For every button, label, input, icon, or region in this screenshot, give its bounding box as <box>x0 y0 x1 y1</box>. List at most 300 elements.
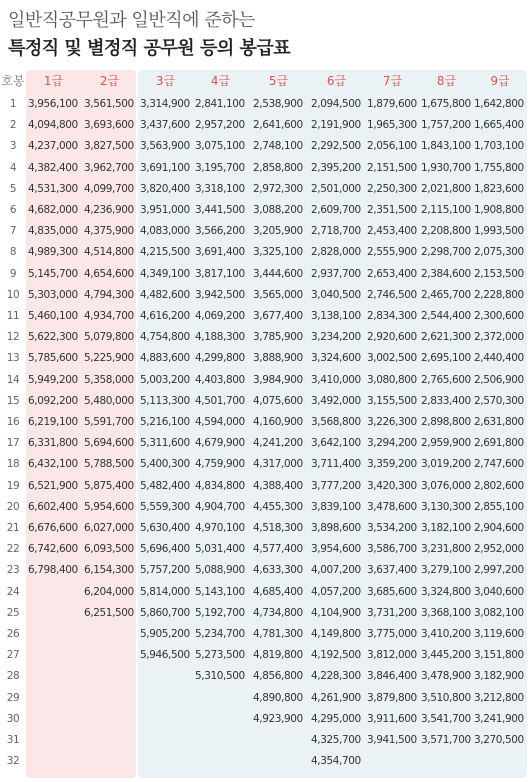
salary-cell: 2,501,000 <box>311 182 361 195</box>
salary-cell: 5,696,400 <box>140 543 190 556</box>
salary-cell: 3,898,600 <box>311 522 361 534</box>
salary-cell: 2,094,500 <box>311 98 361 110</box>
salary-cell: 3,685,600 <box>367 585 417 598</box>
header-hobong: 호봉 <box>1 74 25 88</box>
salary-cell: 6,432,100 <box>28 458 78 471</box>
salary-cell: 2,631,800 <box>474 416 524 428</box>
page-title-line2: 특정직 및 별정직 공무원 등의 봉급표 <box>8 38 291 59</box>
salary-cell <box>84 624 131 645</box>
salary-cell: 3,478,600 <box>367 500 417 513</box>
table-row <box>0 476 530 497</box>
salary-cell: 5,630,400 <box>140 522 190 534</box>
salary-cell: 6,219,100 <box>28 416 78 428</box>
salary-cell: 5,311,600 <box>140 437 190 450</box>
table-row <box>0 179 530 200</box>
salary-cell: 4,759,900 <box>195 458 245 471</box>
salary-cell: 1,823,600 <box>474 182 524 195</box>
hobong-number: 3 <box>9 140 17 153</box>
hobong-number: 30 <box>6 712 20 725</box>
salary-cell: 4,856,800 <box>253 670 303 683</box>
salary-cell: 3,151,800 <box>474 649 524 662</box>
salary-cell: 2,372,000 <box>474 331 524 344</box>
salary-cell: 5,234,700 <box>195 628 245 640</box>
salary-cell <box>84 751 131 772</box>
salary-cell: 4,241,200 <box>253 437 303 450</box>
salary-cell: 2,855,100 <box>474 500 524 513</box>
salary-cell: 3,445,200 <box>421 649 471 662</box>
salary-cell <box>140 666 187 687</box>
table-row <box>0 645 530 666</box>
salary-cell: 6,798,400 <box>28 564 78 577</box>
hobong-number: 25 <box>6 606 20 619</box>
salary-cell: 4,518,300 <box>253 522 303 534</box>
salary-cell: 3,785,900 <box>253 331 303 344</box>
salary-cell: 3,956,100 <box>28 98 78 110</box>
salary-cell: 3,691,100 <box>140 161 190 174</box>
salary-cell: 2,695,100 <box>421 352 471 365</box>
salary-cell: 3,420,300 <box>367 479 417 492</box>
hobong-number: 12 <box>6 331 20 344</box>
salary-cell: 5,946,500 <box>140 649 190 662</box>
salary-cell: 4,237,000 <box>28 140 78 153</box>
salary-cell: 5,031,400 <box>195 543 245 556</box>
hobong-number: 10 <box>6 288 20 301</box>
salary-cell: 5,216,100 <box>140 416 190 428</box>
salary-cell: 4,685,400 <box>253 585 303 598</box>
salary-cell: 5,949,200 <box>28 373 78 386</box>
salary-cell: 1,675,800 <box>421 98 471 110</box>
header-grade-4: 4급 <box>210 74 231 88</box>
table-row <box>0 348 530 369</box>
table-row <box>0 688 530 709</box>
salary-cell: 2,997,200 <box>474 564 524 577</box>
salary-cell: 5,591,700 <box>84 416 134 428</box>
salary-cell: 3,820,400 <box>140 182 190 195</box>
salary-cell: 3,130,300 <box>421 500 471 513</box>
salary-cell: 3,212,800 <box>474 691 524 704</box>
salary-cell: 2,570,300 <box>474 394 524 407</box>
salary-cell: 3,080,800 <box>367 373 417 386</box>
salary-cell: 6,093,500 <box>84 543 134 556</box>
salary-cell: 3,951,000 <box>140 204 190 216</box>
salary-cell: 2,904,600 <box>474 522 524 534</box>
salary-cell: 5,875,400 <box>84 479 134 492</box>
salary-cell: 6,602,400 <box>28 500 78 513</box>
table-row <box>0 454 530 475</box>
salary-cell <box>140 730 187 751</box>
table-row <box>0 582 530 603</box>
salary-cell: 3,270,500 <box>474 734 524 746</box>
salary-cell <box>367 751 414 772</box>
salary-cell: 3,812,000 <box>367 649 417 662</box>
table-row <box>0 624 530 645</box>
salary-cell: 2,153,500 <box>474 267 524 280</box>
hobong-number: 26 <box>6 628 20 640</box>
salary-cell: 2,858,800 <box>253 161 303 174</box>
salary-cell <box>421 751 468 772</box>
salary-cell: 3,279,100 <box>421 564 471 577</box>
salary-cell: 6,027,000 <box>84 522 134 534</box>
salary-cell: 3,711,400 <box>311 458 361 471</box>
page-title-line1: 일반직공무원과 일반직에 준하는 <box>8 10 255 31</box>
salary-cell: 3,437,600 <box>140 119 190 132</box>
salary-cell: 4,354,700 <box>311 755 361 768</box>
salary-cell: 5,860,700 <box>140 606 190 619</box>
salary-cell: 3,888,900 <box>253 352 303 365</box>
salary-cell: 1,993,500 <box>474 225 524 238</box>
salary-cell: 3,075,100 <box>195 140 245 153</box>
salary-cell: 3,019,200 <box>421 458 471 471</box>
salary-cell: 3,839,100 <box>311 500 361 513</box>
salary-cell: 3,962,700 <box>84 161 134 174</box>
salary-cell: 6,204,000 <box>84 585 134 598</box>
table-row <box>0 136 530 157</box>
salary-cell: 2,747,600 <box>474 458 524 471</box>
table-row <box>0 264 530 285</box>
salary-cell: 3,182,100 <box>421 522 471 534</box>
header-grade-8: 8급 <box>436 74 457 88</box>
header-grade-5: 5급 <box>268 74 289 88</box>
salary-cell: 4,349,100 <box>140 267 190 280</box>
salary-cell: 2,208,800 <box>421 225 471 238</box>
salary-cell: 3,846,400 <box>367 670 417 683</box>
salary-cell: 3,318,100 <box>195 182 245 195</box>
hobong-number: 1 <box>9 98 17 110</box>
salary-cell: 4,514,800 <box>84 246 134 259</box>
salary-cell: 4,834,800 <box>195 479 245 492</box>
hobong-number: 17 <box>6 437 20 450</box>
salary-cell: 5,079,800 <box>84 331 134 344</box>
table-row <box>0 94 530 115</box>
salary-cell: 2,898,800 <box>421 416 471 428</box>
salary-cell: 1,908,800 <box>474 204 524 216</box>
salary-cell: 3,314,900 <box>140 98 190 110</box>
salary-cell: 3,541,700 <box>421 712 471 725</box>
salary-cell <box>140 709 187 730</box>
salary-cell: 4,149,800 <box>311 628 361 640</box>
salary-cell: 2,828,000 <box>311 246 361 259</box>
salary-cell: 3,040,600 <box>474 585 524 598</box>
table-row <box>0 560 530 581</box>
table-row <box>0 391 530 412</box>
salary-cell: 6,251,500 <box>84 606 134 619</box>
salary-cell: 3,325,100 <box>253 246 303 259</box>
salary-cell: 3,155,500 <box>367 394 417 407</box>
hobong-number: 11 <box>6 310 20 322</box>
table-row <box>0 433 530 454</box>
salary-cell: 5,757,200 <box>140 564 190 577</box>
salary-cell: 5,905,200 <box>140 628 190 640</box>
salary-cell: 3,561,500 <box>84 98 134 110</box>
header-grade-7: 7급 <box>382 74 403 88</box>
salary-cell: 5,145,700 <box>28 267 78 280</box>
salary-cell: 2,833,400 <box>421 394 471 407</box>
salary-cell <box>28 688 75 709</box>
salary-cell: 5,358,000 <box>84 373 134 386</box>
salary-cell: 6,676,600 <box>28 522 78 534</box>
hobong-number: 14 <box>6 373 20 386</box>
salary-cell: 3,941,500 <box>367 734 417 746</box>
salary-cell: 4,325,700 <box>311 734 361 746</box>
salary-cell: 3,565,000 <box>253 288 303 301</box>
hobong-number: 19 <box>6 479 20 492</box>
table-row <box>0 751 530 772</box>
salary-cell: 3,492,000 <box>311 394 361 407</box>
salary-cell: 4,075,600 <box>253 394 303 407</box>
header-grade-3: 3급 <box>155 74 176 88</box>
table-row <box>0 242 530 263</box>
salary-cell <box>28 645 75 666</box>
salary-cell: 2,228,800 <box>474 288 524 301</box>
hobong-number: 13 <box>6 352 20 365</box>
salary-cell: 5,785,600 <box>28 352 78 365</box>
salary-cell: 5,088,900 <box>195 564 245 577</box>
salary-cell: 6,521,900 <box>28 479 78 492</box>
salary-cell <box>84 645 131 666</box>
salary-cell: 3,119,600 <box>474 628 524 640</box>
hobong-number: 2 <box>9 119 17 132</box>
salary-cell: 5,003,200 <box>140 373 190 386</box>
salary-cell: 3,510,800 <box>421 691 471 704</box>
salary-cell: 5,310,500 <box>195 670 245 683</box>
salary-cell: 3,534,200 <box>367 522 417 534</box>
salary-cell: 5,303,000 <box>28 288 78 301</box>
hobong-number: 16 <box>6 416 20 428</box>
salary-cell <box>28 603 75 624</box>
salary-cell: 5,273,500 <box>195 649 245 662</box>
salary-cell: 2,395,200 <box>311 161 361 174</box>
salary-cell: 2,191,900 <box>311 119 361 132</box>
salary-cell <box>474 751 522 772</box>
salary-cell: 2,465,700 <box>421 288 471 301</box>
salary-cell: 4,633,300 <box>253 564 303 577</box>
table-row <box>0 518 530 539</box>
salary-cell: 2,115,100 <box>421 204 471 216</box>
salary-cell: 2,621,300 <box>421 331 471 344</box>
salary-cell: 5,460,100 <box>28 310 78 322</box>
hobong-number: 4 <box>9 161 17 174</box>
salary-cell: 4,295,000 <box>311 712 361 725</box>
salary-cell <box>84 688 131 709</box>
table-row <box>0 497 530 518</box>
salary-cell: 2,841,100 <box>195 98 245 110</box>
salary-cell: 3,566,200 <box>195 225 245 238</box>
salary-cell <box>140 688 187 709</box>
salary-cell: 4,160,900 <box>253 416 303 428</box>
salary-cell <box>28 624 75 645</box>
salary-cell: 4,904,700 <box>195 500 245 513</box>
salary-cell: 3,324,600 <box>311 352 361 365</box>
hobong-number: 6 <box>9 204 17 216</box>
salary-cell <box>84 666 131 687</box>
table-row <box>0 730 530 751</box>
hobong-number: 20 <box>6 500 20 513</box>
table-row <box>0 370 530 391</box>
salary-cell: 3,205,900 <box>253 225 303 238</box>
salary-cell: 2,555,900 <box>367 246 417 259</box>
salary-cell: 2,300,600 <box>474 310 524 322</box>
header-grade-1: 1급 <box>43 74 64 88</box>
salary-cell: 5,480,000 <box>84 394 134 407</box>
salary-cell: 4,228,300 <box>311 670 361 683</box>
salary-cell: 6,742,600 <box>28 543 78 556</box>
salary-cell: 1,965,300 <box>367 119 417 132</box>
salary-cell: 5,400,300 <box>140 458 190 471</box>
hobong-number: 28 <box>6 670 20 683</box>
salary-cell: 4,654,600 <box>84 267 134 280</box>
table-row <box>0 666 530 687</box>
salary-cell: 2,384,600 <box>421 267 471 280</box>
salary-cell: 5,694,600 <box>84 437 134 450</box>
salary-cell <box>195 751 242 772</box>
salary-cell: 3,076,000 <box>421 479 471 492</box>
salary-cell: 2,952,000 <box>474 543 524 556</box>
table-row <box>0 221 530 242</box>
salary-cell <box>28 582 75 603</box>
salary-cell <box>195 688 242 709</box>
salary-cell: 1,755,800 <box>474 161 524 174</box>
table-row <box>0 158 530 179</box>
salary-cell: 2,972,300 <box>253 182 303 195</box>
salary-cell: 2,440,400 <box>474 352 524 365</box>
salary-cell: 3,677,400 <box>253 310 303 322</box>
salary-cell: 4,794,300 <box>84 288 134 301</box>
salary-cell: 4,781,300 <box>253 628 303 640</box>
salary-cell: 4,531,300 <box>28 182 78 195</box>
hobong-number: 5 <box>9 182 17 195</box>
salary-cell: 3,637,400 <box>367 564 417 577</box>
salary-table-header <box>0 70 530 92</box>
salary-cell <box>140 751 187 772</box>
salary-cell <box>28 751 75 772</box>
table-row <box>0 200 530 221</box>
salary-cell: 3,195,700 <box>195 161 245 174</box>
header-grade-9: 9급 <box>490 74 510 88</box>
salary-cell: 3,082,100 <box>474 606 524 619</box>
hobong-number: 24 <box>6 585 20 598</box>
salary-cell: 4,989,300 <box>28 246 78 259</box>
hobong-number: 8 <box>9 246 17 259</box>
salary-cell: 4,455,300 <box>253 500 303 513</box>
header-grade-6: 6급 <box>326 74 347 88</box>
hobong-number: 18 <box>6 458 20 471</box>
salary-cell: 2,834,300 <box>367 310 417 322</box>
salary-cell: 2,653,400 <box>367 267 417 280</box>
salary-cell: 3,226,300 <box>367 416 417 428</box>
salary-cell <box>195 730 242 751</box>
salary-cell: 3,642,100 <box>311 437 361 450</box>
salary-cell: 1,930,700 <box>421 161 471 174</box>
salary-cell: 4,099,700 <box>84 182 134 195</box>
salary-cell: 3,777,200 <box>311 479 361 492</box>
salary-cell: 3,478,900 <box>421 670 471 683</box>
salary-cell: 2,957,200 <box>195 119 245 132</box>
salary-cell <box>253 730 300 751</box>
salary-cell: 3,040,500 <box>311 288 361 301</box>
salary-cell: 4,299,800 <box>195 352 245 365</box>
salary-cell: 4,679,900 <box>195 437 245 450</box>
salary-cell: 2,544,400 <box>421 310 471 322</box>
salary-cell: 4,317,000 <box>253 458 303 471</box>
salary-cell: 6,331,800 <box>28 437 78 450</box>
salary-cell: 4,192,500 <box>311 649 361 662</box>
salary-cell: 2,298,700 <box>421 246 471 259</box>
salary-cell: 5,192,700 <box>195 606 245 619</box>
salary-cell: 2,506,900 <box>474 373 524 386</box>
salary-cell: 4,835,000 <box>28 225 78 238</box>
salary-cell <box>84 730 131 751</box>
salary-cell: 2,802,600 <box>474 479 524 492</box>
salary-cell: 3,731,200 <box>367 606 417 619</box>
salary-cell: 3,563,900 <box>140 140 190 153</box>
salary-cell: 3,368,100 <box>421 606 471 619</box>
salary-cell: 3,182,900 <box>474 670 524 683</box>
table-row <box>0 603 530 624</box>
salary-cell: 4,734,800 <box>253 606 303 619</box>
salary-cell: 4,261,900 <box>311 691 361 704</box>
salary-cell: 4,007,200 <box>311 564 361 577</box>
salary-cell: 5,954,600 <box>84 500 134 513</box>
salary-cell: 3,571,700 <box>421 734 471 746</box>
salary-cell: 3,827,500 <box>84 140 134 153</box>
salary-cell: 4,482,600 <box>140 288 190 301</box>
salary-cell: 3,942,500 <box>195 288 245 301</box>
salary-cell: 3,294,200 <box>367 437 417 450</box>
salary-cell: 6,092,200 <box>28 394 78 407</box>
hobong-number: 31 <box>6 734 20 746</box>
salary-cell: 2,920,600 <box>367 331 417 344</box>
salary-cell: 3,691,400 <box>195 246 245 259</box>
table-row <box>0 115 530 136</box>
salary-cell: 3,954,600 <box>311 543 361 556</box>
salary-cell: 3,088,200 <box>253 204 303 216</box>
salary-cell: 3,775,000 <box>367 628 417 640</box>
hobong-number: 32 <box>6 755 20 768</box>
salary-cell: 3,586,700 <box>367 543 417 556</box>
table-row <box>0 285 530 306</box>
salary-cell: 2,538,900 <box>253 98 303 110</box>
salary-cell: 1,665,400 <box>474 119 524 132</box>
hobong-number: 27 <box>6 649 20 662</box>
salary-cell: 5,143,100 <box>195 585 245 598</box>
salary-cell <box>28 730 75 751</box>
salary-cell: 4,094,800 <box>28 119 78 132</box>
hobong-number: 23 <box>6 564 20 577</box>
salary-cell: 4,215,500 <box>140 246 190 259</box>
salary-cell: 4,501,700 <box>195 394 245 407</box>
salary-cell: 2,641,600 <box>253 119 303 132</box>
salary-cell: 1,642,800 <box>474 98 524 110</box>
salary-cell: 2,021,800 <box>421 182 471 195</box>
salary-cell: 2,351,500 <box>367 204 417 216</box>
salary-cell: 2,250,300 <box>367 182 417 195</box>
salary-cell: 2,765,600 <box>421 373 471 386</box>
salary-cell: 4,594,000 <box>195 416 245 428</box>
salary-cell: 4,403,800 <box>195 373 245 386</box>
salary-cell: 2,056,100 <box>367 140 417 153</box>
salary-cell: 2,453,400 <box>367 225 417 238</box>
salary-cell: 3,879,800 <box>367 691 417 704</box>
hobong-number: 21 <box>6 522 20 534</box>
salary-cell: 2,748,100 <box>253 140 303 153</box>
salary-cell: 1,843,100 <box>421 140 471 153</box>
salary-cell: 5,559,300 <box>140 500 190 513</box>
salary-cell: 4,682,000 <box>28 204 78 216</box>
salary-cell: 3,444,600 <box>253 267 303 280</box>
salary-cell: 4,236,900 <box>84 204 134 216</box>
salary-cell: 3,817,100 <box>195 267 245 280</box>
salary-cell: 3,410,000 <box>311 373 361 386</box>
